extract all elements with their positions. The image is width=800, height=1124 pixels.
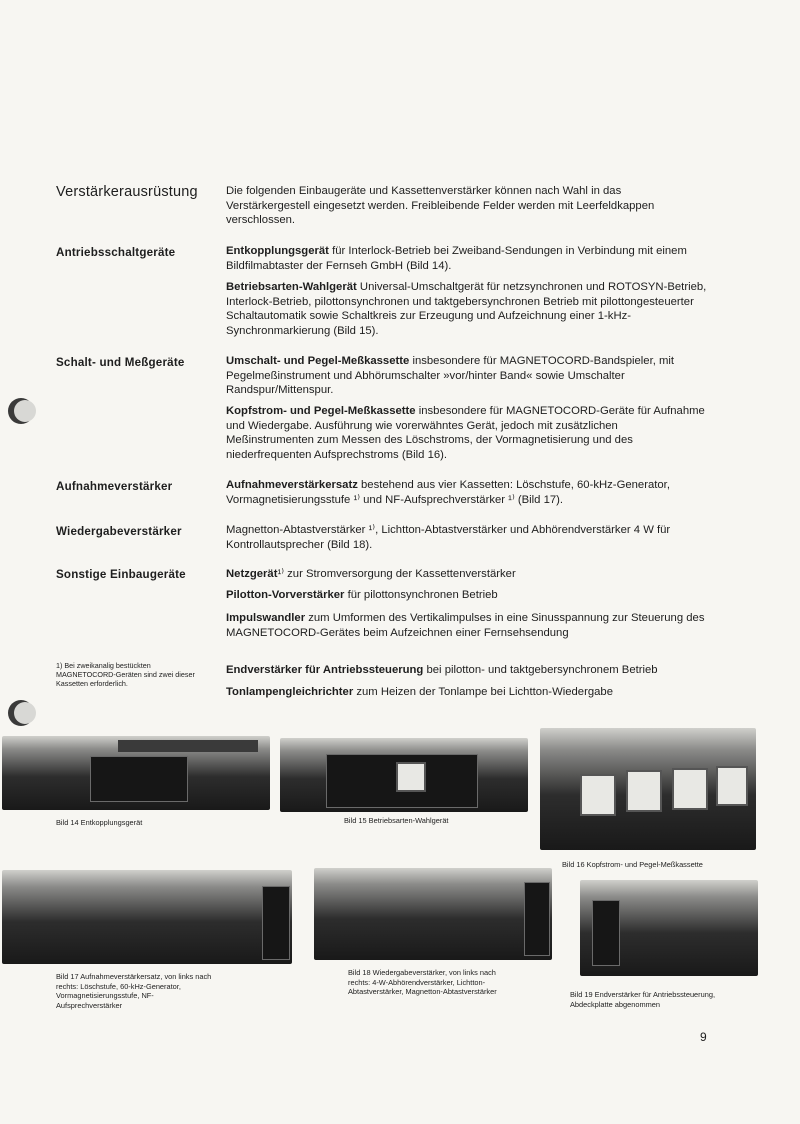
paragraph-pilotton-vorverstaerker: Pilotton-Vorverstärker für pilottonsynchronen Betrieb (226, 589, 498, 601)
paragraph-endverstaerker: Endverstärker für Antriebssteuerung bei pilotton- und taktgebersynchronem Betrieb (226, 664, 658, 676)
term-betriebsarten-wahlgeraet: Betriebsarten-Wahlgerät (226, 281, 357, 293)
punch-hole-bottom (8, 700, 34, 726)
term-kopfstrom-pegel-messkassette: Kopfstrom- und Pegel-Meßkassette (226, 405, 416, 417)
term-aufnahmeverstaerkersatz: Aufnahmeverstärkersatz (226, 479, 358, 491)
term-entkopplungsgeraet: Entkopplungsgerät (226, 245, 329, 257)
term-endverstaerker: Endverstärker für Antriebssteuerung (226, 664, 424, 676)
paragraph-netzgeraet: Netzgerät¹⁾ zur Stromversorgung der Kassettenverstärker (226, 568, 516, 580)
punch-hole-top (8, 398, 34, 424)
heading-schalt-messgeraete: Schalt- und Meßgeräte (56, 356, 185, 369)
photo-bild19-endverstaerker (580, 880, 758, 976)
caption-bild19: Bild 19 Endverstärker für Antriebssteuerung, Abdeckplatte abgenommen (570, 990, 716, 1009)
caption-bild15: Bild 15 Betriebsarten-Wahlgerät (344, 816, 449, 825)
paragraph-wiedergabeverstaerker: Magnetton-Abtastverstärker ¹⁾, Lichtton-Abtastverstärker und Abhörendverstärker 4 W für Kontrollautsprecher (Bild 18). (226, 524, 671, 551)
paragraph-aufnahmeverstaerkersatz: Aufnahmeverstärkersatz bestehend aus vier Kassetten: Löschstufe, 60-kHz-Generator, Vormagnetisierungsstufe ¹⁾ und NF-Aufsprechverstärker ¹⁾ (Bild 17). (226, 479, 670, 506)
heading-sonstige-einbaugeraete: Sonstige Einbaugeräte (56, 568, 186, 581)
caption-bild17: Bild 17 Aufnahmeverstärkersatz, von links nach rechts: Löschstufe, 60-kHz-Generator, Vormagnetisierungsstufe, NF-Aufsprechverstärker (56, 972, 212, 1010)
paragraph-betriebsarten-wahlgeraet: Betriebsarten-Wahlgerät Universal-Umschaltgerät für netzsynchronen und ROTOSYN-Betrieb, Interlock-Betrieb, pilottonsynchronen und taktgebersynchronen Betrieb mit pilottongesteuerter Schaltautomatik sowie Schaltkreis zur Erzeugung und Aufzeichnung einer 1-kHz-Synchronmarkierung (Bild 15). (226, 281, 707, 338)
caption-bild18: Bild 18 Wiedergabeverstärker, von links nach rechts: 4-W-Abhörendverstärker, Lichtton-Abtastverstärker, Magnetton-Abtastverstärker (348, 968, 497, 997)
term-umschalt-pegel-messkassette: Umschalt- und Pegel-Meßkassette (226, 355, 410, 367)
paragraph-umschalt-pegel-messkassette: Umschalt- und Pegel-Meßkassette insbesondere für MAGNETOCORD-Bandspieler, mit Pegelmeßinstrument und Abhörumschalter »vor/hinter Band« sowie Umschalter Randspur/Mittenspur. (226, 355, 675, 397)
heading-verstaerkerausruestung: Verstärkerausrüstung (56, 184, 198, 200)
page-number: 9 (700, 1030, 707, 1044)
photo-bild14-entkopplungsgeraet (2, 736, 270, 810)
paragraph-tonlampengleichrichter: Tonlampengleichrichter zum Heizen der Tonlampe bei Lichtton-Wiedergabe (226, 686, 613, 698)
photo-bild17-aufnahmeverstaerkersatz (2, 870, 292, 964)
paragraph-impulswandler: Impulswandler zum Umformen des Vertikalimpulses in eine Sinusspannung zur Steuerung des MAGNETOCORD-Gerätes beim Aufzeichnen einer Fernsehsendung (226, 612, 705, 639)
heading-wiedergabeverstaerker: Wiedergabeverstärker (56, 525, 182, 538)
term-pilotton-vorverstaerker: Pilotton-Vorverstärker (226, 589, 345, 601)
paragraph-entkopplungsgeraet: Entkopplungsgerät für Interlock-Betrieb bei Zweiband-Sendungen in Verbindung mit einem Bildfilmabtaster der Fernseh GmbH (Bild 14). (226, 245, 687, 272)
paragraph-kopfstrom-pegel-messkassette: Kopfstrom- und Pegel-Meßkassette insbesondere für MAGNETOCORD-Geräte für Aufnahme und Wiedergabe. Ausführung wie vorerwähntes Gerät, jedoch mit zusätzlichen Meßinstrumenten zum Messen des Löschstroms, der Vormagnetisierung und des niederfrequenten Aufsprechstroms (Bild 16). (226, 405, 705, 462)
intro-paragraph: Die folgenden Einbaugeräte und Kassettenverstärker können nach Wahl in das Verstärkergestell eingesetzt werden. Freibleibende Felder werden mit Leerfeldkappen verschlossen. (226, 185, 655, 227)
caption-bild14: Bild 14 Entkopplungsgerät (56, 818, 143, 827)
term-tonlampengleichrichter: Tonlampengleichrichter (226, 686, 354, 698)
photo-bild15-betriebsarten-wahlgeraet (280, 738, 528, 812)
photo-bild16-kopfstrom-messkassette (540, 728, 756, 850)
term-netzgeraet: Netzgerät (226, 568, 278, 580)
heading-antriebsschaltgeraete: Antriebsschaltgeräte (56, 246, 176, 259)
footnote: 1) Bei zweikanalig bestückten MAGNETOCORD-Geräten sind zwei dieser Kassetten erforderlich. (56, 661, 195, 688)
term-impulswandler: Impulswandler (226, 612, 306, 624)
heading-aufnahmeverstaerker: Aufnahmeverstärker (56, 480, 173, 493)
caption-bild16: Bild 16 Kopfstrom- und Pegel-Meßkassette (562, 860, 703, 869)
photo-bild18-wiedergabeverstaerker (314, 868, 552, 960)
